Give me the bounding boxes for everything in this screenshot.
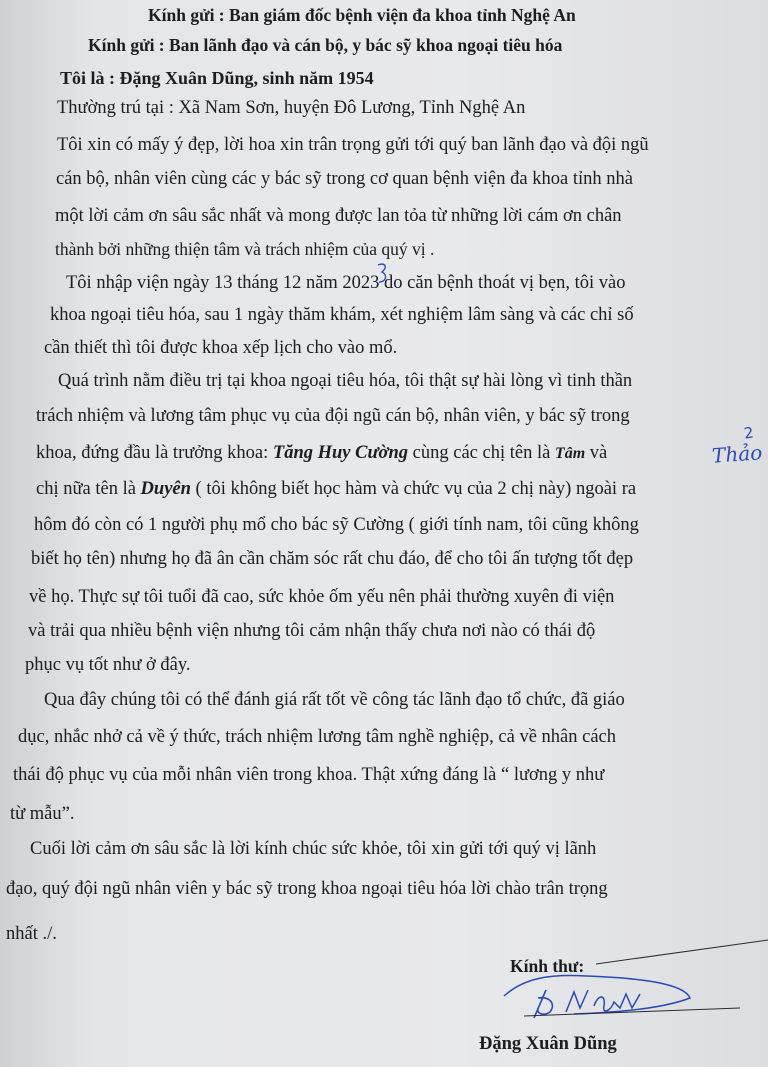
head-doctor-name: Tăng Huy Cường (272, 443, 409, 463)
greeting-line-2: Kính gửi : Ban lãnh đạo và cán bộ, y bác sỹ khoa ngoại tiêu hóa (88, 35, 563, 55)
nurse-name-duyen: Duyên (140, 479, 191, 499)
greeting-line-1: Kính gửi : Ban giám đốc bệnh viện đa khoa tỉnh Nghệ An (148, 5, 576, 25)
body-line: phục vụ tốt như ở đây. (25, 655, 191, 675)
body-line: Tôi xin có mấy ý đẹp, lời hoa xin trân trọng gửi tới quý ban lãnh đạo và đội ngũ (57, 135, 649, 155)
text-fragment: khoa, đứng đầu là trưởng khoa: (36, 443, 273, 463)
body-line: cán bộ, nhân viên cùng các y bác sỹ trong cơ quan bệnh viện đa khoa tỉnh nhà (56, 169, 633, 189)
handwritten-insert-mark (376, 262, 390, 284)
body-line: nhất ./. (6, 924, 57, 944)
body-line: hôm đó còn có 1 người phụ mổ cho bác sỹ Cường ( giới tính nam, tôi cũng không (34, 515, 639, 535)
body-line: Qua đây chúng tôi có thể đánh giá rất tốt về công tác lãnh đạo tổ chức, đã giáo (44, 690, 625, 710)
body-line-with-names (36, 478, 636, 500)
body-line-with-names (36, 442, 607, 465)
signature-line-top (596, 932, 768, 972)
handwritten-number: 2 (742, 423, 755, 443)
body-line: đạo, quý đội ngũ nhân viên y bác sỹ trong khoa ngoại tiêu hóa lời chào trân trọng (6, 879, 608, 899)
body-line: về họ. Thực sự tôi tuổi đã cao, sức khỏe ốm yếu nên phải thường xuyên đi viện (29, 587, 615, 607)
handwritten-name-thao: Thảo (711, 440, 763, 468)
body-line: một lời cảm ơn sâu sắc nhất và mong được lan tỏa từ những lời cám ơn chân (55, 206, 622, 226)
signer-name: Đặng Xuân Dũng (479, 1034, 617, 1054)
text-fragment: ( tôi không biết học hàm và chức vụ của 2 chị này) ngoài ra (190, 479, 637, 499)
sender-residence: Thường trú tại : Xã Nam Sơn, huyện Đô Lương, Tỉnh Nghệ An (57, 98, 526, 118)
body-line: từ mẫu”. (10, 804, 75, 824)
body-line: trách nhiệm và lương tâm phục vụ của đội ngũ cán bộ, nhân viên, y bác sỹ trong (36, 406, 630, 426)
body-line: biết họ tên) nhưng họ đã ân cần chăm sóc rất chu đáo, để cho tôi ấn tượng tốt đẹp (31, 549, 634, 569)
body-line: Cuối lời cảm ơn sâu sắc là lời kính chúc sức khỏe, tôi xin gửi tới quý vị lãnh (30, 839, 597, 859)
text-fragment: cùng các chị tên là (408, 443, 555, 463)
closing-salutation: Kính thư: (510, 956, 585, 976)
text-fragment: chị nữa tên là (36, 479, 141, 499)
body-line: Tôi nhập viện ngày 13 tháng 12 năm 2023 do căn bệnh thoát vị bẹn, tôi vào (66, 273, 626, 293)
body-line: khoa ngoại tiêu hóa, sau 1 ngày thăm khám, xét nghiệm lâm sàng và các chỉ số (50, 305, 634, 325)
body-line: thành bởi những thiện tâm và trách nhiệm của quý vị . (55, 239, 435, 259)
body-line: thái độ phục vụ của mỗi nhân viên trong khoa. Thật xứng đáng là “ lương y như (13, 765, 605, 785)
body-line: cần thiết thì tôi được khoa xếp lịch cho vào mổ. (44, 338, 398, 358)
nurse-name-tam: Tâm (554, 445, 586, 462)
signature (494, 968, 740, 1028)
body-line: dục, nhắc nhở cả về ý thức, trách nhiệm lương tâm nghề nghiệp, cả về nhân cách (18, 727, 616, 747)
body-line: và trải qua nhiều bệnh viện nhưng tôi cảm nhận thấy chưa nơi nào có thái độ (28, 621, 596, 641)
sender-intro: Tôi là : Đặng Xuân Dũng, sinh năm 1954 (60, 68, 374, 88)
text-fragment: và (585, 443, 608, 463)
body-line: Quá trình nằm điều trị tại khoa ngoại tiêu hóa, tôi thật sự hài lòng vì tinh thần (58, 371, 633, 391)
